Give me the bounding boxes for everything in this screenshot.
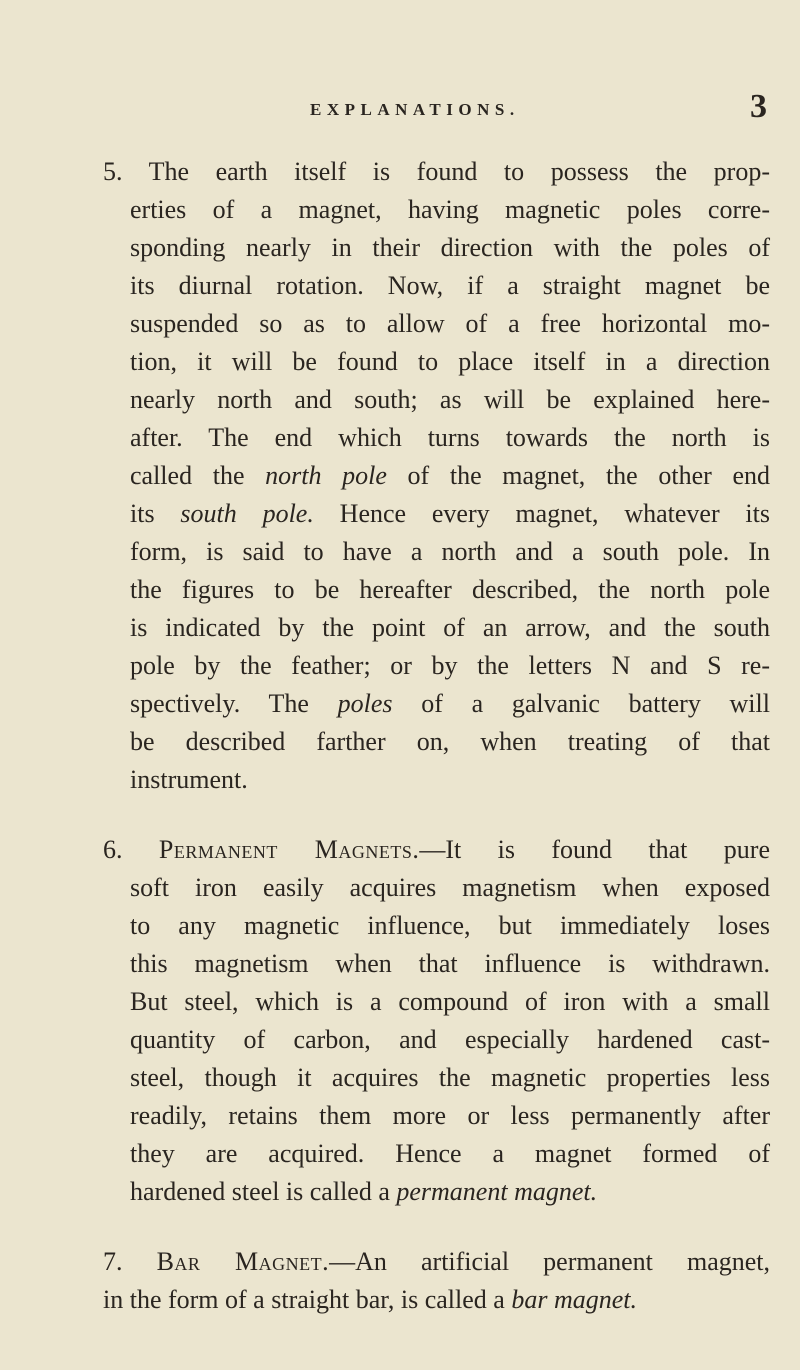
text-line: spectively. The poles of a galvanic battery will xyxy=(130,689,770,718)
text-line: called the north pole of the magnet, the other end xyxy=(130,461,770,490)
text-line: to any magnetic influence, but immediately loses xyxy=(130,911,770,940)
text-line: quantity of carbon, and especially hardened cast- xyxy=(130,1025,770,1054)
section-number: 7. xyxy=(103,1247,123,1276)
text-line: soft iron easily acquires magnetism when exposed xyxy=(130,873,770,902)
text-line: the figures to be hereafter described, the north pole xyxy=(130,575,770,604)
page-header xyxy=(0,88,800,132)
text-line: its south pole. Hence every magnet, whatever its xyxy=(130,499,770,528)
italic-term: north pole xyxy=(265,461,387,490)
text-line: form, is said to have a north and a south pole. In xyxy=(130,537,770,566)
text-line: 7. Bar Magnet.—An artificial permanent magnet, xyxy=(103,1247,770,1276)
text-line: hardened steel is called a permanent magnet. xyxy=(130,1177,598,1206)
section-heading: Bar Magnet. xyxy=(156,1247,330,1276)
italic-term: permanent magnet. xyxy=(396,1177,598,1206)
text-line: instrument. xyxy=(130,765,248,794)
text-line: 5. The earth itself is found to possess the prop- xyxy=(103,157,770,186)
text-line: this magnetism when that influence is withdrawn. xyxy=(130,949,770,978)
section-heading: Permanent Magnets. xyxy=(158,835,420,864)
text-line: steel, though it acquires the magnetic properties less xyxy=(130,1063,770,1092)
text-line: sponding nearly in their direction with the poles of xyxy=(130,233,770,262)
section-number: 6. xyxy=(103,835,123,864)
italic-term: south pole. xyxy=(180,499,314,528)
page-number: 3 xyxy=(750,88,767,125)
running-head: EXPLANATIONS. xyxy=(310,100,520,119)
text-line: its diurnal rotation. Now, if a straight magnet be xyxy=(130,271,770,300)
text-line: in the form of a straight bar, is called a bar magnet. xyxy=(103,1285,637,1314)
text-line: nearly north and south; as will be explained here- xyxy=(130,385,770,414)
italic-term: bar magnet. xyxy=(511,1285,637,1314)
text-line: suspended so as to allow of a free horizontal mo- xyxy=(130,309,770,338)
text-line: be described farther on, when treating of that xyxy=(130,727,770,756)
text-line: after. The end which turns towards the north is xyxy=(130,423,770,452)
text-line: But steel, which is a compound of iron with a small xyxy=(130,987,770,1016)
text-line: is indicated by the point of an arrow, and the south xyxy=(130,613,770,642)
text-line: 6. Permanent Magnets.—It is found that pure xyxy=(103,835,770,864)
text-line: erties of a magnet, having magnetic poles corre- xyxy=(130,195,770,224)
text-line: readily, retains them more or less permanently after xyxy=(130,1101,770,1130)
italic-term: poles xyxy=(337,689,393,718)
text-line: tion, it will be found to place itself in a direction xyxy=(130,347,770,376)
text-line: pole by the feather; or by the letters N and S re- xyxy=(130,651,770,680)
text-line: they are acquired. Hence a magnet formed of xyxy=(130,1139,770,1168)
